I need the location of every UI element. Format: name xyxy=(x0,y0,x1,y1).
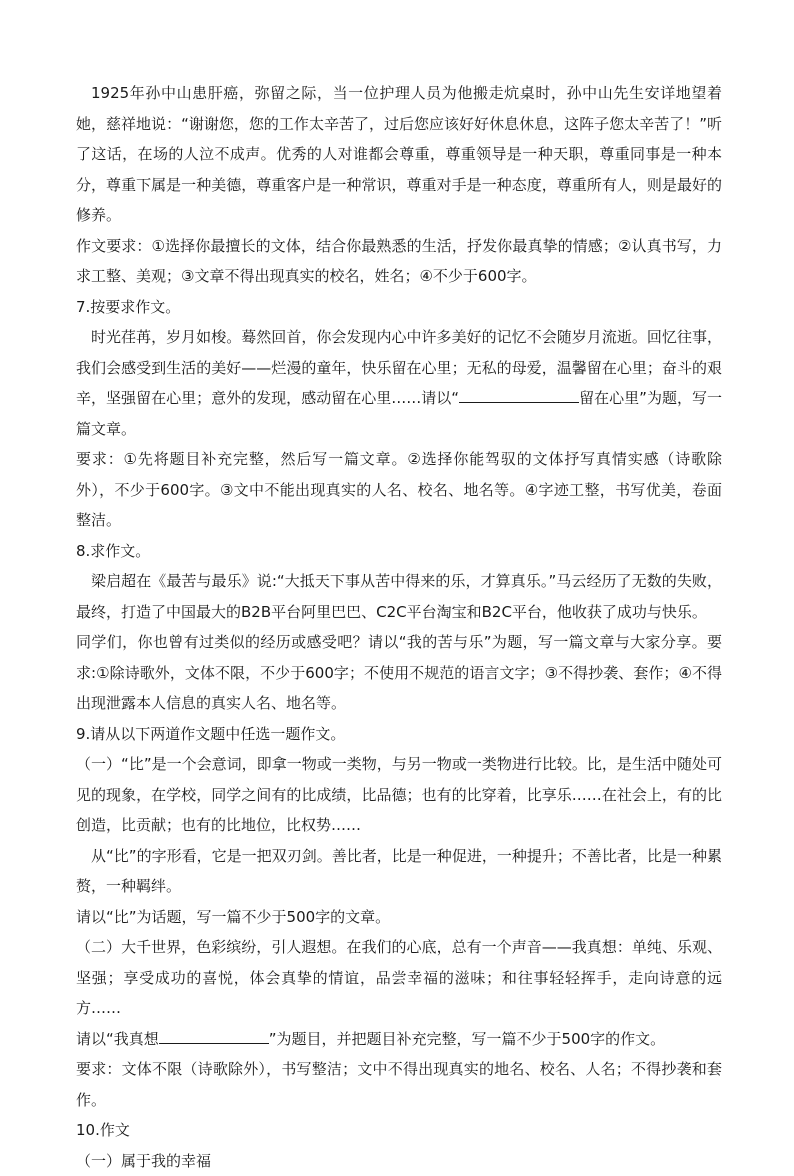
question-9-option-1: （一）“比”是一个会意词，即拿一物或一类物，与另一物或一类物进行比较。比，是生活中随处可见的现象，在学校，同学之间有的比成绩，比品德；也有的比穿着，比享乐……在社会上，有的比创造，比贡献；也有的比地位，比权势…… xyxy=(76,749,722,841)
question-7-heading: 7.按要求作文。 xyxy=(76,292,722,323)
question-8-requirements: 同学们，你也曾有过类似的经历或感受吧？请以“我的苦与乐”为题，写一篇文章与大家分享。要求:①除诗歌外，文体不限，不少于600字；不使用不规范的语言文字；③不得抄袭、套作；④不得出现泄露本人信息的真实人名、地名等。 xyxy=(76,627,722,719)
question-8-heading: 8.求作文。 xyxy=(76,536,722,567)
question-7-prompt xyxy=(76,322,722,444)
question-9-requirements: 要求：文体不限（诗歌除外），书写整洁；文中不得出现真实的地名、校名、人名；不得抄袭和套作。 xyxy=(76,1054,722,1115)
question-9-option-2: （二）大千世界，色彩缤纷，引人遐想。在我们的心底，总有一个声音——我真想：单纯、乐观、坚强；享受成功的喜悦，体会真挚的情谊，品尝幸福的滋味；和往事轻轻挥手，走向诗意的远方…… xyxy=(76,932,722,1024)
question-9-option-2-task-text: 请以“我真想 xyxy=(76,1030,159,1048)
question-9-option-2-task-tail: ”为题目，并把题目补充完整，写一篇不少于500字的作文。 xyxy=(269,1030,665,1048)
fill-in-blank xyxy=(459,387,579,403)
essay-prompt-intro: 1925年孙中山患肝癌，弥留之际，当一位护理人员为他搬走炕桌时，孙中山先生安详地望着她，慈祥地说：“谢谢您，您的工作太辛苦了，过后您应该好好休息休息，这阵子您太辛苦了！”听了这话，在场的人泣不成声。优秀的人对谁都会尊重，尊重领导是一种天职，尊重同事是一种本分，尊重下属是一种美德，尊重客户是一种常识，尊重对手是一种态度，尊重所有人，则是最好的修养。 xyxy=(76,78,722,231)
question-9-heading: 9.请从以下两道作文题中任选一题作文。 xyxy=(76,719,722,750)
document-page xyxy=(76,78,722,1176)
question-7-prompt-text: 时光荏苒，岁月如梭。蓦然回首，你会发现内心中许多美好的记忆不会随岁月流逝。回忆往事，我们会感受到生活的美好——烂漫的童年，快乐留在心里；无私的母爱，温馨留在心里；奋斗的艰辛，坚强留在心里；意外的发现，感动留在心里……请以“ xyxy=(76,328,722,407)
question-10-heading: 10.作文 xyxy=(76,1115,722,1146)
question-9-option-1-cont: 从“比”的字形看，它是一把双刃剑。善比者，比是一种促进，一种提升；不善比者，比是一种累赘，一种羁绊。 xyxy=(76,841,722,902)
question-7-prompt-tail: 留在心里”为题，写一篇文章。 xyxy=(76,389,722,438)
fill-in-blank xyxy=(159,1028,269,1044)
question-7-requirements: 要求：①先将题目补充完整，然后写一篇文章。②选择你能驾驭的文体抒写真情实感（诗歌除外），不少于600字。③文中不能出现真实的人名、校名、地名等。④字迹工整，书写优美，卷面整洁。 xyxy=(76,444,722,536)
essay-requirements: 作文要求：①选择你最擅长的文体，结合你最熟悉的生活，抒发你最真挚的情感；②认真书写，力求工整、美观；③文章不得出现真实的校名，姓名；④不少于600字。 xyxy=(76,231,722,292)
question-9-option-1-task: 请以“比”为话题，写一篇不少于500字的文章。 xyxy=(76,902,722,933)
question-10-option-1: （一）属于我的幸福 xyxy=(76,1146,722,1176)
question-8-prompt: 梁启超在《最苦与最乐》说:“大抵天下事从苦中得来的乐，才算真乐。”马云经历了无数的失败，最终，打造了中国最大的B2B平台阿里巴巴、C2C平台淘宝和B2C平台，他收获了成功与快乐。 xyxy=(76,566,722,627)
question-9-option-2-task xyxy=(76,1024,722,1055)
